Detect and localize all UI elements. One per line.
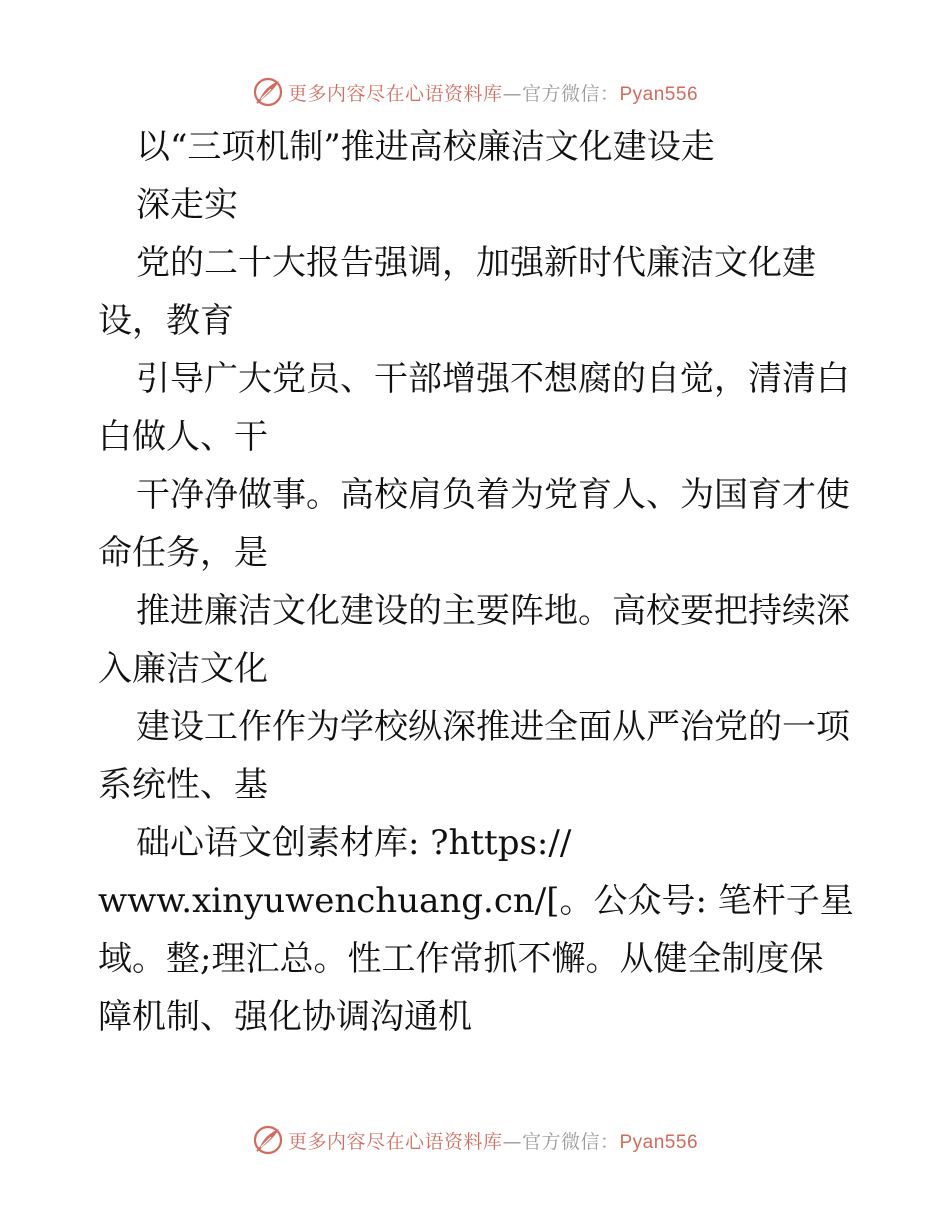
doc-line: 命任务，是 <box>98 533 268 573</box>
doc-line: www.xinyuwenchuang.cn/[。公众号: 笔杆子星 <box>98 881 854 921</box>
doc-line: 引导广大党员、干部增强不想腐的自觉，清清白 <box>136 359 850 399</box>
doc-line: 障机制、强化协调沟通机 <box>98 997 472 1037</box>
banner-separator-text: —官方微信： <box>502 1130 620 1153</box>
doc-line: 以“三项机制”推进高校廉洁文化建设走 <box>136 127 715 167</box>
header-banner <box>0 72 950 112</box>
doc-line: 白做人、干 <box>98 417 268 457</box>
banner-main-text: 更多内容尽在心语资料库 <box>287 82 503 105</box>
feather-quill-logo-icon <box>252 1124 284 1156</box>
banner-wechat-id: Pyan556 <box>619 1131 699 1153</box>
banner-separator-text: —官方微信： <box>502 82 620 105</box>
doc-line: 设，教育 <box>98 301 234 341</box>
doc-line: 域。整;理汇总。性工作常抓不懈。从健全制度保 <box>98 939 824 979</box>
doc-line: 干净净做事。高校肩负着为党育人、为国育才使 <box>136 475 850 515</box>
footer-banner <box>0 1120 950 1160</box>
doc-line: 深走实 <box>136 185 238 225</box>
doc-line: 建设工作作为学校纵深推进全面从严治党的一项 <box>136 707 850 747</box>
doc-line: 系统性、基 <box>98 765 268 805</box>
doc-line: 推进廉洁文化建设的主要阵地。高校要把持续深 <box>136 591 850 631</box>
document-body <box>98 118 858 1046</box>
doc-line: 础心语文创素材库: ?https:// <box>136 823 572 863</box>
doc-line: 党的二十大报告强调，加强新时代廉洁文化建 <box>136 243 816 283</box>
banner-main-text: 更多内容尽在心语资料库 <box>287 1130 503 1153</box>
feather-quill-logo-icon <box>252 76 284 108</box>
banner-wechat-id: Pyan556 <box>619 83 699 105</box>
doc-line: 入廉洁文化 <box>98 649 268 689</box>
